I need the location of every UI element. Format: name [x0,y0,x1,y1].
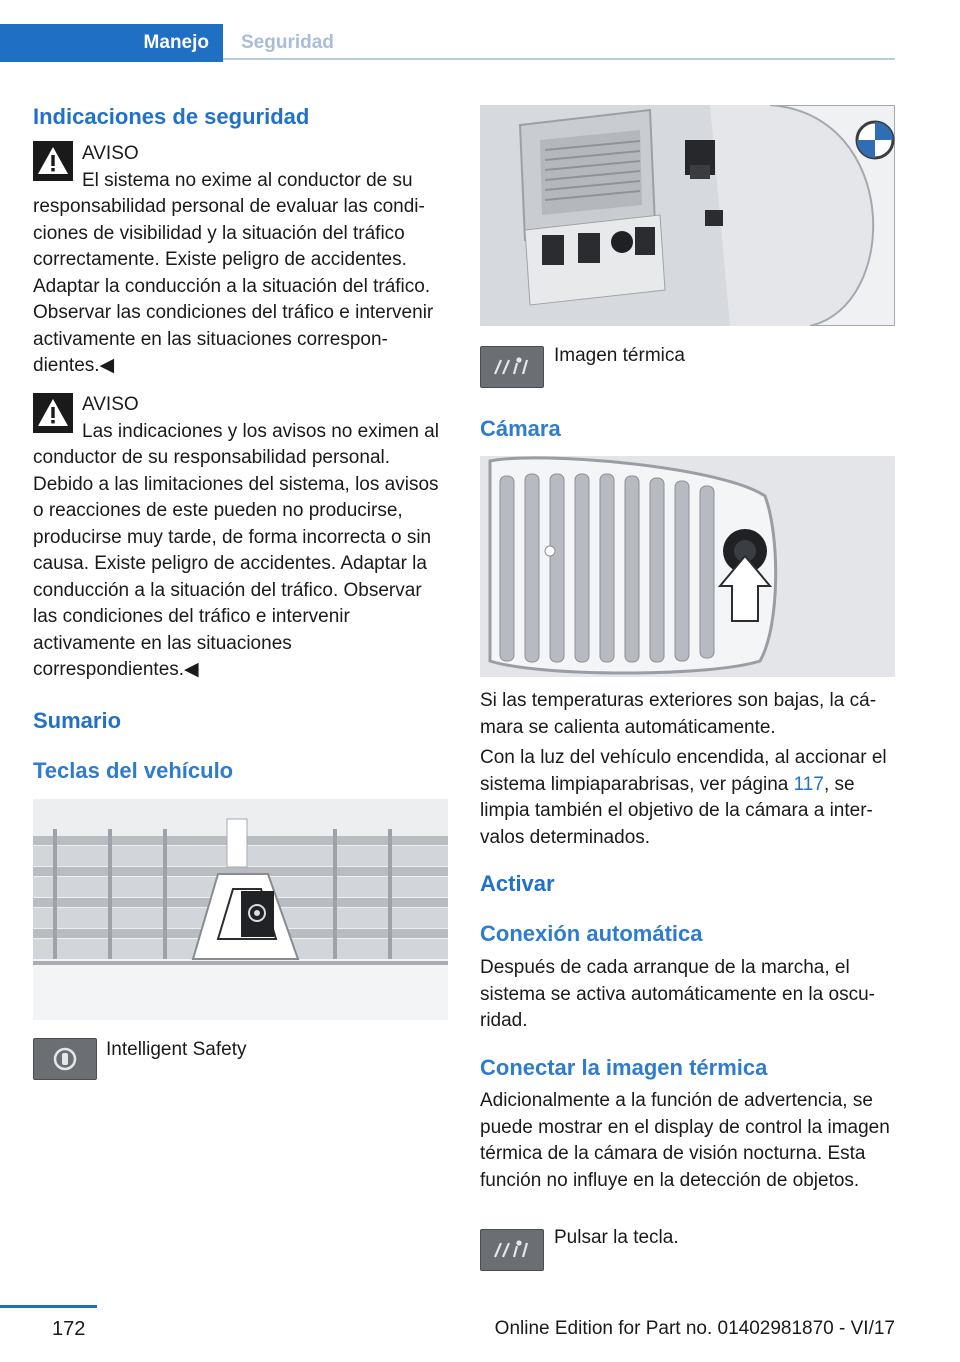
camara-paragraph-2-end: , se limpia también el objetivo de la cámara a intervalos determinados. [480,773,873,848]
intelligent-safety-key-icon [33,1038,97,1080]
thermal-image-key-icon [480,346,544,388]
subsection-title-conexion: Conexión automática [480,921,703,946]
warning1-label: AVISO [82,143,139,164]
thermal-caption: Imagen térmica [554,345,685,366]
subsection-title-teclas: Teclas del vehículo [33,758,234,783]
page-number: 172 [52,1318,86,1340]
camara-paragraph-1: Si las temperaturas exteriores son bajas, la cámara se calienta automáticamente. [480,690,877,738]
camara-paragraph-2-start: Con la luz del vehículo encendida, al accionar el sistema limpiaparabrisas, ver página [480,747,887,795]
warning2-label: AVISO [82,394,139,415]
camera-grille-photo [480,456,895,677]
edition-footer: Online Edition for Part no. 01402981870 - VI/17 [494,1318,895,1339]
tab-seguridad[interactable]: Seguridad [223,24,895,60]
tab-manejo[interactable]: Manejo [0,24,223,62]
page-number-rule [0,1305,97,1308]
conectar-paragraph: Adicionalmente a la función de advertencia, se puede mostrar en el display de control la imagen térmica de la cámara de visión nocturna. Esta función no influye en la detección de objetos. [480,1090,890,1191]
page-link-117[interactable]: 117 [793,773,824,795]
section-title-activar: Activar [480,871,555,896]
pulsar-caption: Pulsar la tecla. [554,1227,679,1248]
vehicle-keys-photo [33,799,448,1020]
intelligent-safety-caption: Intelligent Safety [106,1039,247,1060]
thermal-image-key-icon [480,1229,544,1271]
warning1-text: El sistema no exime al conductor de su responsabilidad personal de evaluar las condiciones de visibilidad y la situación del tráfico correctamente. Existe peligro de accidentes. Adaptar la conducción a la situación del tráfico. Observar las condiciones del tráfico e intervenir activamente en las situaciones correspondientes.◀ [33,169,434,376]
section-title-indicaciones: Indicaciones de seguridad [33,104,310,129]
section-title-camara: Cámara [480,416,561,441]
conexion-paragraph: Después de cada arranque de la marcha, el sistema se activa automáticamente en la oscuridad. [480,957,875,1031]
header-tabs [0,24,895,62]
warning2-text: Las indicaciones y los avisos no eximen al conductor de su responsabilidad personal. Debido a las limitaciones del sistema, los avisos o reacciones de este pueden no producirse, producirse muy tarde, de forma incorrecta o sin causa. Existe peligro de accidentes. Adaptar la conducción a la situación del tráfico. Observar las condiciones del tráfico e intervenir activamente en las situaciones correspondientes.◀ [33,420,439,680]
dashboard-photo [480,105,895,326]
subsection-title-conectar: Conectar la imagen térmica [480,1055,768,1080]
section-title-sumario: Sumario [33,708,122,733]
camara-paragraph-2 [480,745,895,851]
